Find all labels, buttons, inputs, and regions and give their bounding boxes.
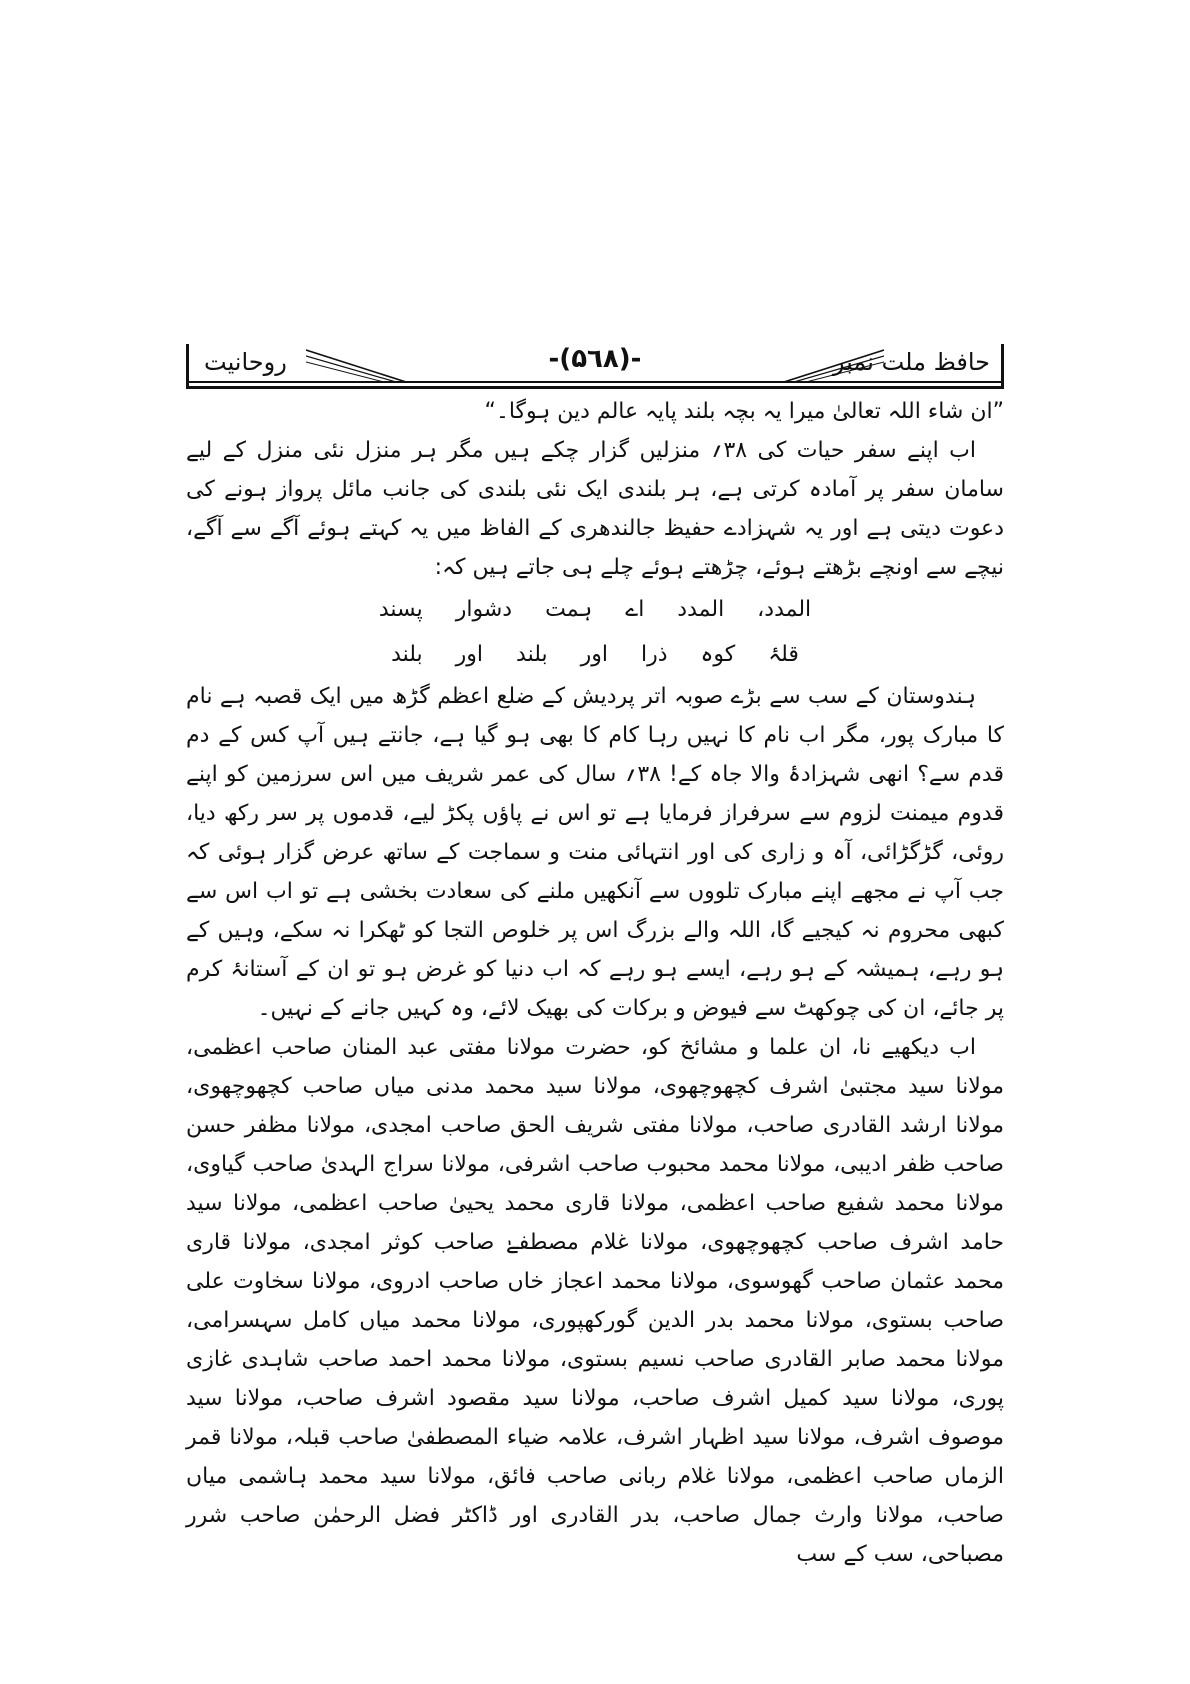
verse-line-1: المدد، المدد اے ہمت دشوار پسند [378,597,812,622]
article-body [186,392,1004,1574]
paragraph-1: اب اپنے سفر حیات کی ۳۸؍ منزلیں گزار چکے ہیں مگر ہر منزل نئی منزل کے لیے سامان سفر پر آمادہ کرتی ہے، ہر بلندی ایک نئی بلندی کی جانب مائل پرواز ہونے کی دعوت دیتی ہے اور یہ شہزادے حفیظ جالندھری کے الفاظ میں یہ کہتے ہوئے آگے سے آگے، نیچے سے اونچے بڑھتے ہوئے، چڑھتے ہوئے چلے ہی جاتے ہیں کہ: [186,438,1004,580]
page-header [186,344,1004,386]
header-rule-thick [186,386,1004,389]
section-title: روحانیت [204,348,287,376]
paragraph-3: اب دیکھیے نا، ان علما و مشائخ کو، حضرت مولانا مفتی عبد المنان صاحب اعظمی، مولانا سید مجتبیٰ اشرف کچھوچھوی، مولانا سید محمد مدنی میاں صاحب کچھوچھوی، مولانا ارشد القادری صاحب، مولانا مفتی شریف الحق صاحب امجدی، مولانا مظفر حسن صاحب ظفر ادیبی، مولانا محمد محبوب صاحب اشرفی، مولانا سراج الہدیٰ صاحب گیاوی، مولانا محمد شفیع صاحب اعظمی، مولانا قاری محمد یحییٰ صاحب اعظمی، مولانا سید حامد اشرف صاحب کچھوچھوی، مولانا غلام مصطفےٰ صاحب کوثر امجدی، مولانا قاری محمد عثمان صاحب گھوسوی، مولانا محمد اعجاز خاں صاحب ادروی، مولانا سخاوت علی صاحب بستوی، مولانا محمد بدر الدین گورکھپوری، مولانا محمد میاں کامل سہسرامی، مولانا محمد صابر القادری صاحب نسیم بستوی، مولانا محمد احمد صاحب شاہدی غازی پوری، مولانا سید کمیل اشرف صاحب، مولانا سید مقصود اشرف صاحب، مولانا سید موصوف اشرف، مولانا سید اظہار اشرف، علامہ ضیاء المصطفیٰ صاحب قبلہ، مولانا قمر الزماں صاحب اعظمی، مولانا غلام ربانی صاحب فائق، مولانا سید محمد ہاشمی میاں صاحب، مولانا وارث جمال صاحب، بدر القادری اور ڈاکٹر فضل الرحمٰن صاحب شرر مصباحی، سب کے سب [186,1035,1004,1567]
verse-line-2: قلۂ کوہ ذرا اور بلند اور بلند [391,642,799,667]
publication-title: حافظ ملت نمبر [832,348,990,376]
paragraph-2: ہندوستان کے سب سے بڑے صوبہ اتر پردیش کے ضلع اعظم گڑھ میں ایک قصبہ ہے نام کا مبارک پور، مگر اب نام کا نہیں رہا کام کا بھی ہو گیا ہے، جانتے ہیں آپ کس کے دم قدم سے؟ انھی شہزادۂ والا جاہ کے! ۳۸؍ سال کی عمر شریف میں اس سرزمین کو اپنے قدوم میمنت لزوم سے سرفراز فرمایا ہے تو اس نے پاؤں پکڑ لیے، قدموں پر سر رکھ دیا، روئی، گڑگڑائی، آہ و زاری کی اور انتہائی منت و سماجت کے ساتھ عرض گزار ہوئی کہ جب آپ نے مجھے اپنے مبارک تلووں سے آنکھیں ملنے کی سعادت بخشی ہے تو اب اس سے کبھی محروم نہ کیجیے گا، اللہ والے بزرگ اس پر خلوص التجا کو ٹھکرا نہ سکے، وہیں کے ہو رہے، ہمیشہ کے ہو رہے، ایسے ہو رہے کہ اب دنیا کو غرض ہو تو ان کے آستانۂ کرم پر جائے، ان کی چوکھٹ سے فیوض و برکات کی بھیک لائے، وہ کہیں جانے کے نہیں۔ [186,684,1004,1021]
page-number: -(۵٦۸)- [548,344,642,374]
opening-quote: ”ان شاء اللہ تعالیٰ میرا یہ بچہ بلند پایہ عالم دین ہوگا۔“ [484,399,1004,424]
